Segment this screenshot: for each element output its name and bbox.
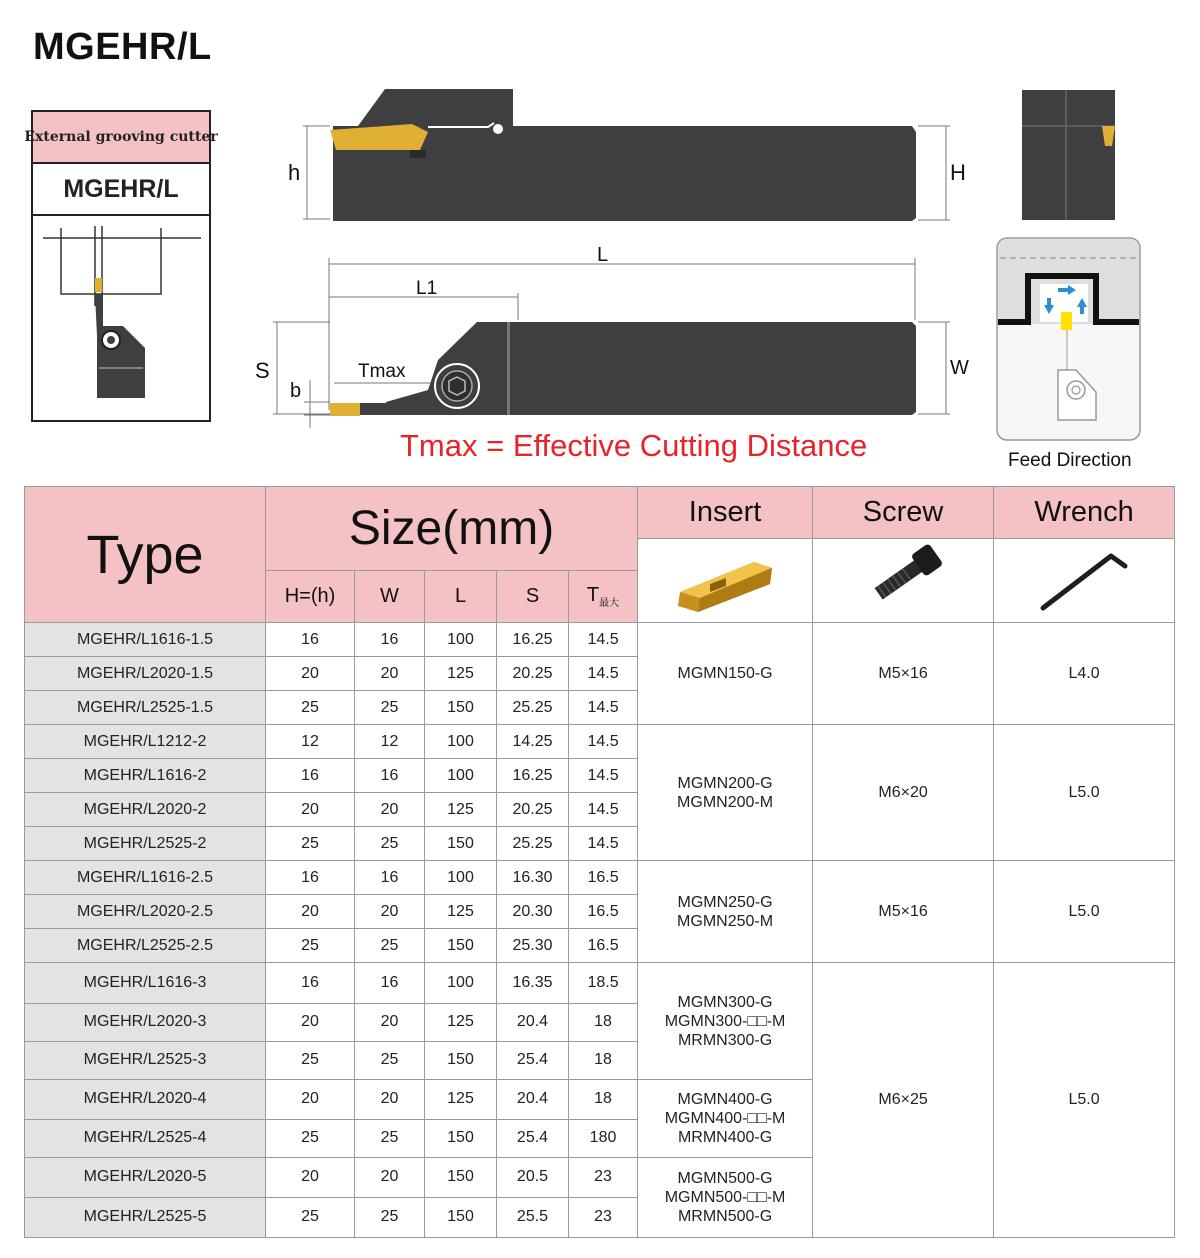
insert-group-cell: MGMN300-G MGMN300-□□-M MRMN300-G — [638, 963, 813, 1079]
cell-l: 125 — [425, 1003, 497, 1041]
cell-type: MGEHR/L2525-5 — [25, 1197, 266, 1237]
wrench-group-cell: L4.0 — [994, 623, 1175, 725]
cell-l: 150 — [425, 1197, 497, 1237]
cell-s: 20.25 — [497, 657, 569, 691]
cell-type: MGEHR/L2020-3 — [25, 1003, 266, 1041]
cell-h: 16 — [266, 759, 355, 793]
cell-s: 16.35 — [497, 963, 569, 1003]
cell-type: MGEHR/L1616-1.5 — [25, 623, 266, 657]
cell-w: 12 — [355, 725, 425, 759]
top-insert-icon — [330, 403, 360, 416]
wrench-image-cell — [994, 539, 1175, 623]
cell-type: MGEHR/L2020-2 — [25, 793, 266, 827]
cell-w: 20 — [355, 1157, 425, 1197]
page-title: MGEHR/L — [33, 26, 212, 68]
cell-w: 20 — [355, 1079, 425, 1119]
cell-type: MGEHR/L2525-2 — [25, 827, 266, 861]
cell-w: 25 — [355, 1041, 425, 1079]
cell-t: 18 — [569, 1003, 638, 1041]
header-screw: Screw — [813, 487, 994, 539]
label-H: H — [950, 160, 966, 185]
tmax-caption: Tmax = Effective Cutting Distance — [400, 428, 868, 463]
insert-group-cell: MGMN150-G — [638, 623, 813, 725]
info-box-model: MGEHR/L — [33, 164, 209, 216]
cell-s: 25.25 — [497, 827, 569, 861]
label-W: W — [950, 357, 969, 379]
cell-l: 100 — [425, 725, 497, 759]
tool-top-view — [330, 322, 916, 416]
cell-h: 25 — [266, 827, 355, 861]
cell-w: 16 — [355, 861, 425, 895]
col-header-t: $T_{最大}$ — [569, 571, 638, 623]
cell-type: MGEHR/L2525-2.5 — [25, 929, 266, 963]
table-row — [25, 963, 1175, 1003]
cell-w: 16 — [355, 963, 425, 1003]
cell-l: 150 — [425, 827, 497, 861]
cell-type: MGEHR/L1616-2.5 — [25, 861, 266, 895]
cell-l: 125 — [425, 895, 497, 929]
cell-s: 20.30 — [497, 895, 569, 929]
cell-l: 125 — [425, 657, 497, 691]
cell-h: 16 — [266, 963, 355, 1003]
header-size: Size(mm) — [266, 487, 638, 571]
insert-image-cell — [638, 539, 813, 623]
cell-t: 16.5 — [569, 895, 638, 929]
cell-type: MGEHR/L2020-1.5 — [25, 657, 266, 691]
cell-s: 16.25 — [497, 759, 569, 793]
cell-l: 100 — [425, 861, 497, 895]
cell-h: 20 — [266, 895, 355, 929]
cell-s: 20.4 — [497, 1003, 569, 1041]
table-row — [25, 623, 1175, 657]
wrench-group-cell: L5.0 — [994, 861, 1175, 963]
screw-image-cell — [813, 539, 994, 623]
cell-t: 18.5 — [569, 963, 638, 1003]
cell-t: 23 — [569, 1197, 638, 1237]
cell-w: 25 — [355, 827, 425, 861]
cell-h: 16 — [266, 861, 355, 895]
cell-l: 125 — [425, 1079, 497, 1119]
cell-l: 100 — [425, 623, 497, 657]
cell-type: MGEHR/L1616-3 — [25, 963, 266, 1003]
cell-s: 25.4 — [497, 1119, 569, 1157]
col-header-s: S — [497, 571, 569, 623]
cell-type: MGEHR/L2525-3 — [25, 1041, 266, 1079]
table-row — [25, 725, 1175, 759]
label-Tmax: Tmax — [358, 361, 406, 382]
cell-t: 23 — [569, 1157, 638, 1197]
label-L: L — [597, 244, 609, 266]
screw-group-cell: M5×16 — [813, 861, 994, 963]
cell-s: 20.25 — [497, 793, 569, 827]
cell-t: 14.5 — [569, 623, 638, 657]
cell-h: 16 — [266, 623, 355, 657]
cell-w: 25 — [355, 691, 425, 725]
cell-t: 14.5 — [569, 691, 638, 725]
info-box-caption: External grooving cutter — [33, 112, 209, 164]
table-row — [25, 861, 1175, 895]
wrench-icon — [1029, 540, 1139, 616]
screw-group-cell: M5×16 — [813, 623, 994, 725]
cell-w: 20 — [355, 1003, 425, 1041]
cell-t: 14.5 — [569, 725, 638, 759]
cell-w: 25 — [355, 1119, 425, 1157]
cell-h: 25 — [266, 1041, 355, 1079]
cell-w: 16 — [355, 759, 425, 793]
cell-type: MGEHR/L2020-2.5 — [25, 895, 266, 929]
wrench-group-cell: L5.0 — [994, 725, 1175, 861]
cell-t: 18 — [569, 1079, 638, 1119]
label-b: b — [290, 380, 302, 402]
insert-group-cell: MGMN500-G MGMN500-□□-M MRMN500-G — [638, 1157, 813, 1237]
cell-l: 150 — [425, 1041, 497, 1079]
cell-s: 25.4 — [497, 1041, 569, 1079]
cell-t: 16.5 — [569, 929, 638, 963]
tool-side-view — [330, 89, 916, 221]
tool-end-view — [1022, 90, 1115, 220]
cell-h: 20 — [266, 1079, 355, 1119]
feed-direction-caption: Feed Direction — [1008, 450, 1132, 471]
cell-t: 14.5 — [569, 657, 638, 691]
col-header-l: L — [425, 571, 497, 623]
cell-s: 16.25 — [497, 623, 569, 657]
cell-w: 16 — [355, 623, 425, 657]
cell-w: 25 — [355, 1197, 425, 1237]
cell-w: 20 — [355, 895, 425, 929]
cell-h: 12 — [266, 725, 355, 759]
cell-t: 18 — [569, 1041, 638, 1079]
wrench-group-cell: L5.0 — [994, 963, 1175, 1238]
cell-l: 150 — [425, 1119, 497, 1157]
insert-icon — [670, 540, 780, 616]
screw-group-cell: M6×20 — [813, 725, 994, 861]
header-type: Type — [25, 487, 266, 623]
cell-s: 25.25 — [497, 691, 569, 725]
cell-t: 16.5 — [569, 861, 638, 895]
cell-type: MGEHR/L2020-5 — [25, 1157, 266, 1197]
header-wrench: Wrench — [994, 487, 1175, 539]
insert-group-cell: MGMN200-G MGMN200-M — [638, 725, 813, 861]
label-S: S — [255, 358, 270, 383]
cell-type: MGEHR/L1212-2 — [25, 725, 266, 759]
label-L1: L1 — [416, 278, 438, 299]
cell-t: 180 — [569, 1119, 638, 1157]
label-h: h — [288, 160, 301, 185]
cell-s: 20.4 — [497, 1079, 569, 1119]
cell-type: MGEHR/L1616-2 — [25, 759, 266, 793]
header-insert: Insert — [638, 487, 813, 539]
cell-type: MGEHR/L2020-4 — [25, 1079, 266, 1119]
cell-l: 100 — [425, 963, 497, 1003]
tool-dimension-diagram — [0, 0, 1200, 480]
cell-t: 14.5 — [569, 827, 638, 861]
cell-h: 20 — [266, 793, 355, 827]
cell-s: 25.30 — [497, 929, 569, 963]
screw-icon — [848, 540, 958, 616]
col-header-h: H=(h) — [266, 571, 355, 623]
screw-group-cell: M6×25 — [813, 963, 994, 1238]
cell-h: 25 — [266, 691, 355, 725]
cell-t: 14.5 — [569, 793, 638, 827]
cell-h: 20 — [266, 1157, 355, 1197]
cell-l: 150 — [425, 691, 497, 725]
cell-h: 25 — [266, 1119, 355, 1157]
insert-group-cell: MGMN400-G MGMN400-□□-M MRMN400-G — [638, 1079, 813, 1157]
cell-s: 14.25 — [497, 725, 569, 759]
cell-s: 20.5 — [497, 1157, 569, 1197]
cell-s: 16.30 — [497, 861, 569, 895]
cell-w: 25 — [355, 929, 425, 963]
cell-l: 150 — [425, 1157, 497, 1197]
cell-h: 25 — [266, 1197, 355, 1237]
cell-t: 14.5 — [569, 759, 638, 793]
cell-type: MGEHR/L2525-1.5 — [25, 691, 266, 725]
cell-s: 25.5 — [497, 1197, 569, 1237]
cell-h: 20 — [266, 657, 355, 691]
cell-w: 20 — [355, 793, 425, 827]
cell-l: 125 — [425, 793, 497, 827]
cell-l: 150 — [425, 929, 497, 963]
feed-direction-diagram — [997, 238, 1140, 440]
cell-h: 20 — [266, 1003, 355, 1041]
spec-table — [24, 486, 1175, 1238]
cell-l: 100 — [425, 759, 497, 793]
cell-h: 25 — [266, 929, 355, 963]
cell-w: 20 — [355, 657, 425, 691]
col-header-w: W — [355, 571, 425, 623]
insert-group-cell: MGMN250-G MGMN250-M — [638, 861, 813, 963]
cell-type: MGEHR/L2525-4 — [25, 1119, 266, 1157]
